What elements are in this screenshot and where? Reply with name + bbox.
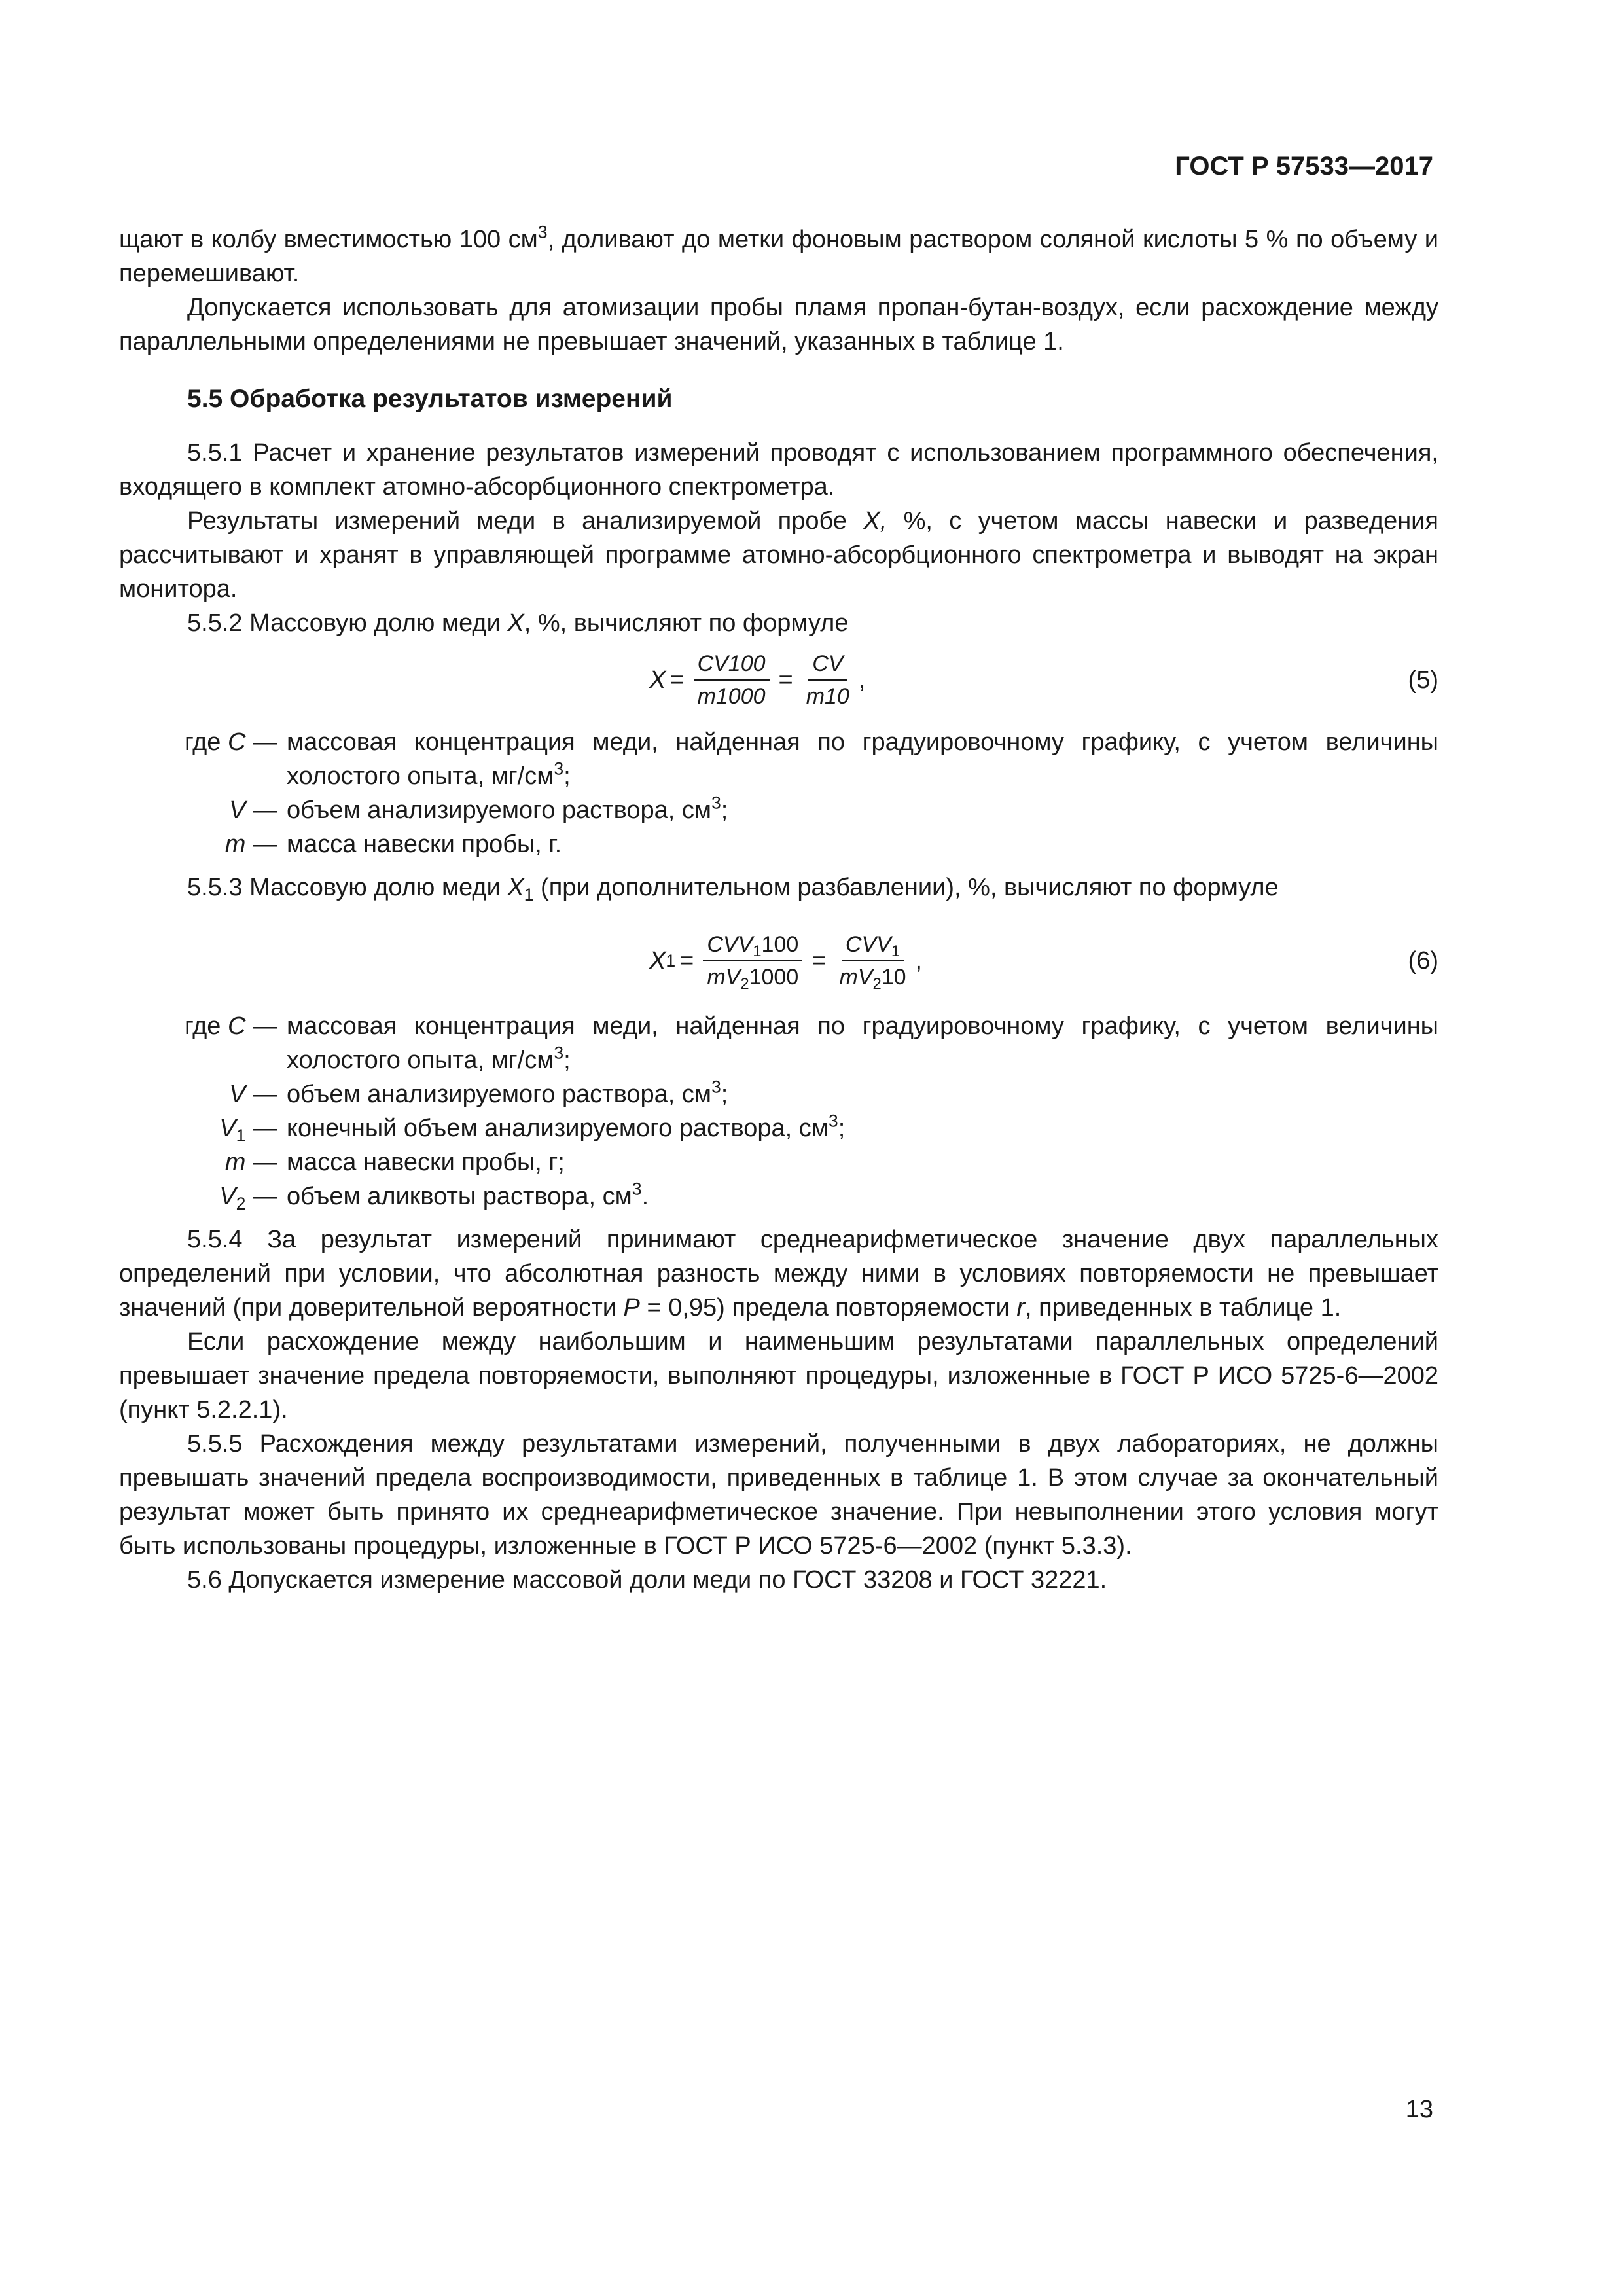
formula-6-fraction-2: $\frac{CVV_1}{mV_210}$ (835, 930, 910, 992)
section-title: 5.5 Обработка результатов измерений (187, 385, 673, 413)
formula-6-number: (6) (1408, 947, 1438, 975)
formula-6-expression: X 1 = $\frac{CVV_1100}{mV_21000}$ = $\frac{CVV_1}{mV_210}$ , (649, 922, 922, 1000)
formula-6-fraction-1: $\frac{CVV_1100}{mV_21000}$ (703, 930, 802, 992)
formula-6-legend (119, 1009, 1438, 1213)
formula-5-number: (5) (1408, 666, 1438, 694)
document-body (119, 223, 1438, 1597)
formula-5-legend (119, 725, 1438, 861)
formula-6 (119, 922, 1438, 1000)
legend-item: $V_2$ — объем аликвоты раствора, $см^3$. (219, 1179, 649, 1213)
page-number: 13 (1405, 2096, 1433, 2123)
paragraph-5-5-5: 5.5.5 Расхождения между результатами измерений, полученными в двух лабораториях, не должны превышать значений предела воспроизводимости, приведенных в таблице 1. В этом случае за окончательный результат может быть принято их среднеарифметическое значение. При невыполнении этого условия могут быть использованы процедуры, изложенные в ГОСТ Р ИСО 5725-6—2002 (пункт 5.3.3). (119, 1430, 1438, 1560)
paragraph-5-5-4: 5.5.4 За результат измерений принимают среднеарифметическое значение двух параллельных определений при условии, что абсолютная разность между ними в условиях повторяемости не превышает значений (при доверительной вероятности P = 0,95) предела повторяемости r, приведенных в таблице 1. (119, 1226, 1438, 1321)
paragraph-5-6: 5.6 Допускается измерение массовой доли меди по ГОСТ 33208 и ГОСТ 32221. (187, 1566, 1107, 1594)
legend-item: m — масса навески пробы, г; (224, 1149, 565, 1176)
paragraph-5-5-1: 5.5.1 Расчет и хранение результатов измерений проводят с использованием программного обеспечения, входящего в комплект атомно-абсорбционного спектрометра. (119, 439, 1438, 501)
paragraph-5-5-3: 5.5.3 Массовую долю меди $X_1$ (при дополнительном разбавлении), %, вычисляют по формуле (187, 874, 1279, 905)
legend-item: $V_1$ — конечный объем анализируемого раствора, $см^3$; (219, 1111, 846, 1145)
paragraph-5-5-2: 5.5.2 Массовую долю меди X, %, вычисляют по формуле (187, 609, 849, 637)
document-header: ГОСТ Р 57533—2017 (1175, 152, 1433, 181)
formula-5-fraction-1: $\frac{CV100}{m1000}$ (694, 649, 770, 711)
paragraph-5-5-1-results: Результаты измерений меди в анализируемой пробе X, %, с учетом массы навески и разведения рассчитывают и хранят в управляющей программе атомно-абсорбционного спектрометра и выводят на экран монитора. (119, 507, 1438, 603)
legend-item: m — масса навески пробы, г. (224, 831, 562, 858)
paragraph-5-5-4-discrepancy: Если расхождение между наибольшим и наименьшим результатами параллельных определений превышает значение предела повторяемости, выполняют процедуры, изложенные в ГОСТ Р ИСО 5725-6—2002 (пункт 5.2.2.1). (119, 1328, 1438, 1424)
legend-item: V — объем анализируемого раствора, $см^3$; (229, 793, 728, 824)
paragraph-continuation: щают в колбу вместимостью 100 $см^3$, доливают до метки фоновым раствором соляной кислоты 5 % по объему и перемешивают. (119, 222, 1438, 287)
legend-item: где C — массовая концентрация меди, найденная по градуировочному графику, с учетом величины холостого опыта, $мг/см^3$; (184, 1013, 1438, 1074)
legend-item: V — объем анализируемого раствора, $см^3$; (229, 1077, 728, 1108)
formula-5 (119, 644, 1438, 716)
formula-5-expression: X = $\frac{CV100}{m1000}$ = $\frac{CV}{m10}$ , (649, 644, 865, 716)
formula-5-fraction-2: $\frac{CV}{m10}$ (802, 649, 853, 711)
paragraph-flame-note: Допускается использовать для атомизации пробы пламя пропан-бутан-воздух, если расхождение между параллельными определениями не превышает значений, указанных в таблице 1. (119, 294, 1438, 355)
legend-item: где C — массовая концентрация меди, найденная по градуировочному графику, с учетом величины холостого опыта, $мг/см^3$; (184, 728, 1438, 790)
